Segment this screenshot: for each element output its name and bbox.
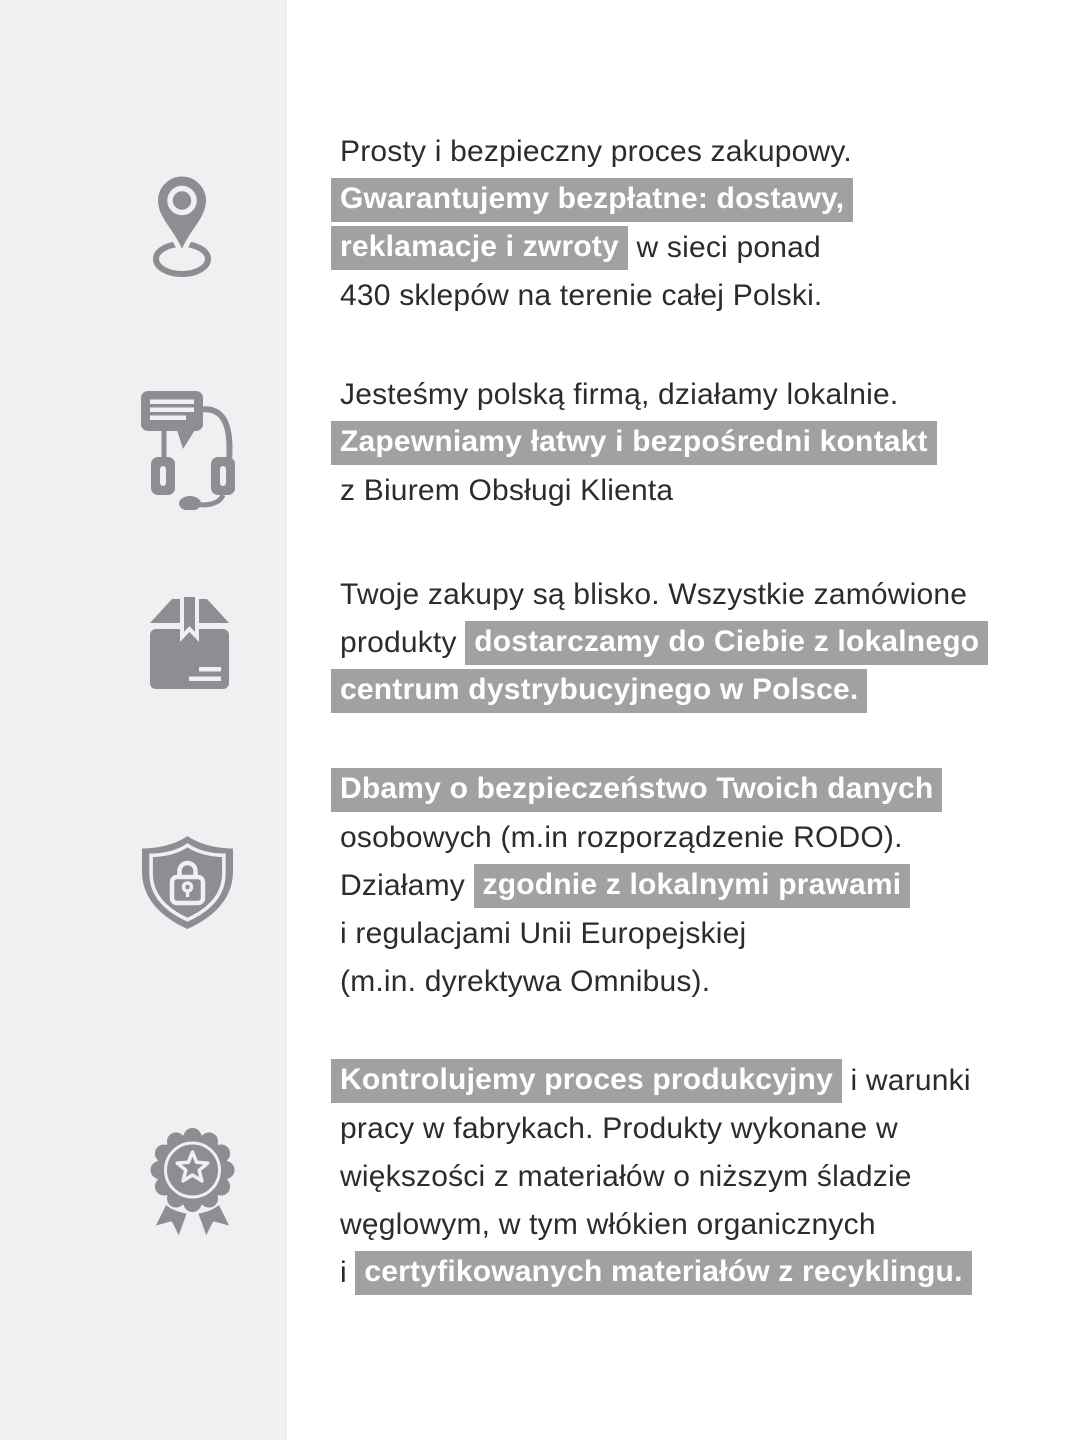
text-segment: Prosty i bezpieczny proces zakupowy. (340, 135, 852, 168)
text-line (340, 862, 942, 910)
text-line (340, 419, 937, 467)
package-box-icon (147, 591, 232, 696)
text-line (340, 467, 937, 515)
text-line (340, 224, 853, 272)
highlighted-text-segment: Zapewniamy łatwy i bezpośredni kontakt (331, 421, 937, 465)
highlighted-text-segment: certyfikowanych materiałów z recyklingu. (355, 1251, 971, 1295)
text-line (340, 272, 853, 320)
text-segment: i warunki (841, 1064, 971, 1097)
feature-block-data-privacy (340, 766, 942, 1006)
text-line (340, 910, 942, 958)
text-line (340, 571, 988, 619)
award-badge-icon (140, 1118, 245, 1243)
text-segment: większości z materiałów o niższym śladzie (340, 1160, 912, 1193)
text-line (340, 814, 942, 862)
text-segment: węglowym, w tym włókien organicznych (340, 1208, 876, 1241)
feature-block-delivery (340, 571, 988, 715)
text-segment: produkty (340, 626, 466, 659)
text-line (340, 1105, 972, 1153)
text-segment: Twoje zakupy są blisko. Wszystkie zamówione (340, 578, 968, 611)
text-segment: (m.in. dyrektywa Omnibus). (340, 965, 711, 998)
text-line (340, 1057, 972, 1105)
highlighted-text-segment: centrum dystrybucyjnego w Polsce. (331, 669, 867, 713)
text-segment: Działamy (340, 869, 474, 902)
highlighted-text-segment: reklamacje i zwroty (331, 226, 628, 270)
text-line (340, 619, 988, 667)
text-segment: i regulacjami Unii Europejskiej (340, 917, 747, 950)
text-segment: 430 sklepów na terenie całej Polski. (340, 279, 823, 312)
text-line (340, 1153, 972, 1201)
highlighted-text-segment: zgodnie z lokalnymi prawami (474, 864, 911, 908)
shield-lock-icon (135, 833, 240, 933)
highlighted-text-segment: Kontrolujemy proces produkcyjny (331, 1059, 842, 1103)
text-line (340, 176, 853, 224)
text-segment: Jesteśmy polską firmą, działamy lokalnie. (340, 378, 899, 411)
text-line (340, 371, 937, 419)
icon-sidebar (0, 0, 287, 1440)
text-segment: z Biurem Obsługi Klienta (340, 474, 674, 507)
text-line (340, 1201, 972, 1249)
feature-block-production (340, 1057, 972, 1297)
text-segment: w sieci ponad (627, 231, 821, 264)
text-line (340, 766, 942, 814)
location-pin-icon (152, 171, 212, 277)
highlighted-text-segment: Dbamy o bezpieczeństwo Twoich danych (331, 768, 942, 812)
feature-block-contact (340, 371, 937, 515)
feature-block-stores (340, 128, 853, 320)
text-segment: osobowych (m.in rozporządzenie RODO). (340, 821, 903, 854)
text-segment: i (340, 1256, 356, 1289)
text-line (340, 667, 988, 715)
text-line (340, 128, 853, 176)
highlighted-text-segment: dostarczamy do Ciebie z lokalnego (465, 621, 988, 665)
text-line (340, 1249, 972, 1297)
text-line (340, 958, 942, 1006)
headset-chat-icon (135, 385, 235, 510)
text-segment: pracy w fabrykach. Produkty wykonane w (340, 1112, 898, 1145)
highlighted-text-segment: Gwarantujemy bezpłatne: dostawy, (331, 178, 853, 222)
